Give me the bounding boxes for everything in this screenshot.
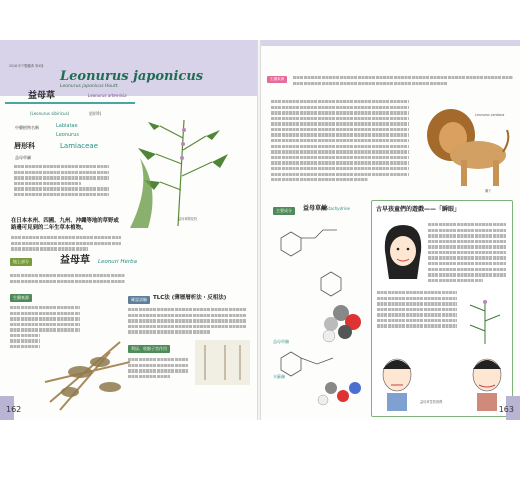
family-latin-1: Labiatae [56, 123, 78, 129]
section-intro [10, 274, 125, 285]
cartoon-text-2 [377, 291, 457, 330]
latin-subtitle: Leonurus japonicus Houtt. [60, 84, 119, 89]
latin-title: Leonurus japonicus [60, 69, 204, 84]
girl-cartoon [377, 221, 427, 281]
section-tag: 地上部分 [10, 258, 32, 266]
boy-cartoon [377, 351, 417, 411]
chinese-name: 益母草 [28, 91, 56, 101]
book-meta: 2018 年中醫藥典 第4冊 [9, 64, 44, 68]
tlc-plate-photo [195, 340, 250, 385]
book-spread [0, 40, 520, 420]
lion-latin: Leonurus cardiaca [475, 113, 505, 117]
plant-sketch [460, 296, 510, 346]
section-title: 益母草 [60, 255, 90, 266]
left-page-number: 162 [6, 405, 22, 414]
common-name-label: 唇形科 [89, 111, 101, 116]
family-latin-2: Lamiaceae [60, 142, 98, 150]
usage-text [128, 358, 188, 380]
right-page [261, 40, 520, 420]
header-tag: 生藥來源 [267, 76, 287, 83]
compound-label-2: 水蘇鹼 [273, 374, 285, 379]
compound-tag: 主要成分 [273, 207, 295, 215]
boy-cartoon-2 [467, 351, 507, 411]
taxonomy-label-1: 中藥植物名稱 [15, 125, 39, 130]
header-text-lines [293, 76, 513, 87]
dried-herb-photo [40, 332, 140, 412]
divider [5, 102, 135, 104]
photo-caption: 益母草開花枝 [178, 217, 198, 221]
plant-photo [120, 118, 250, 228]
usage-tag: 利尿、收縮子宮作用 [128, 345, 170, 353]
genus-latin: Leonurus [56, 132, 80, 138]
compound-latin: Stachydrine [326, 206, 350, 211]
right-page-header-band [261, 40, 520, 46]
description-body [11, 236, 121, 253]
right-page-number: 163 [498, 405, 514, 414]
cartoon-caption: 益母草莖的遊戲 [420, 400, 443, 404]
left-page [0, 40, 257, 420]
compound-title: 益母草鹼 [303, 205, 328, 212]
alt-name: Leonurus artemisia [88, 93, 127, 98]
description-text [14, 165, 109, 198]
cartoon-box [371, 200, 513, 417]
section-latin: Leonuri Herba [98, 259, 137, 265]
identify-tag: 確認試驗 [128, 296, 150, 304]
molecule-diagrams [271, 218, 369, 413]
family-cn: 唇形科 [14, 142, 35, 150]
cartoon-title: 古早孩童們的遊戲——「瞬眼」 [376, 206, 461, 213]
compound-label-1: 益母草鹼 [273, 339, 289, 344]
genus-cn: 益母草屬 [15, 155, 31, 160]
species-label: (Leonurus sibiricus) [30, 111, 70, 116]
tlc-heading: TLC法 (薄層層析法・反相法) [153, 295, 227, 301]
lion-caption: 獅子 [485, 189, 492, 193]
source-tag: 生藥來源 [10, 294, 32, 302]
cartoon-text [428, 223, 506, 284]
intro-paragraph [271, 100, 409, 184]
description-head: 在日本本州、四國、九州、沖繩等地的草野或路邊可見到的二年生草本植物。 [11, 218, 119, 232]
tlc-text [128, 308, 246, 336]
